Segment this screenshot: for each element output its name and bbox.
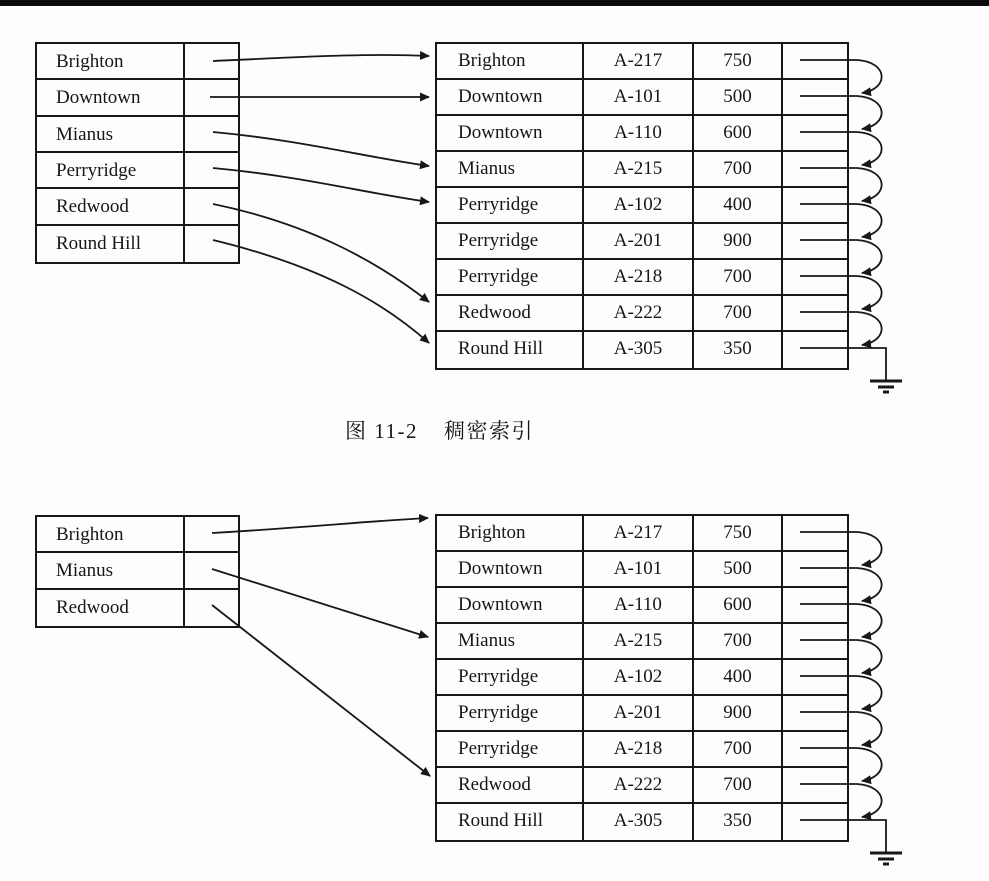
balance-cell: 500	[694, 80, 783, 114]
index-key: Redwood	[37, 189, 185, 223]
balance-cell: 600	[694, 588, 783, 622]
table-row	[437, 768, 847, 804]
pointer-cell	[783, 224, 847, 258]
figure-title: 稠密索引	[443, 419, 534, 443]
index-arrow-brighton	[213, 55, 429, 61]
account-cell: A-217	[584, 516, 694, 550]
index-key: Downtown	[37, 80, 185, 114]
index-entry	[37, 590, 238, 626]
pointer-cell	[185, 590, 238, 626]
index-entry	[37, 553, 238, 589]
pointer-cell	[185, 226, 238, 262]
balance-cell: 350	[694, 332, 783, 368]
balance-cell: 900	[694, 696, 783, 730]
branch-cell: Redwood	[437, 296, 584, 330]
balance-cell: 700	[694, 296, 783, 330]
balance-cell: 700	[694, 152, 783, 186]
branch-cell: Downtown	[437, 552, 584, 586]
index-key: Mianus	[37, 553, 185, 587]
index-entry	[37, 44, 238, 80]
table-row	[437, 152, 847, 188]
account-cell: A-201	[584, 224, 694, 258]
index-entry	[37, 153, 238, 189]
pointer-cell	[185, 189, 238, 223]
index-key: Mianus	[37, 117, 185, 151]
page-top-edge	[0, 0, 989, 6]
pointer-cell	[783, 660, 847, 694]
table-row	[437, 80, 847, 116]
pointer-cell	[783, 552, 847, 586]
branch-cell: Perryridge	[437, 260, 584, 294]
index-key: Round Hill	[37, 226, 185, 262]
index-arrow-redwood	[213, 204, 429, 302]
branch-cell: Redwood	[437, 768, 584, 802]
index-entry	[37, 117, 238, 153]
balance-cell: 700	[694, 260, 783, 294]
branch-cell: Perryridge	[437, 224, 584, 258]
table-row	[437, 588, 847, 624]
pointer-cell	[185, 80, 238, 114]
balance-cell: 700	[694, 732, 783, 766]
branch-cell: Perryridge	[437, 188, 584, 222]
table-row	[437, 116, 847, 152]
index-key: Perryridge	[37, 153, 185, 187]
branch-cell: Downtown	[437, 80, 584, 114]
account-file-table-2	[435, 514, 849, 842]
table-row	[437, 332, 847, 368]
account-cell: A-222	[584, 768, 694, 802]
balance-cell: 400	[694, 660, 783, 694]
account-cell: A-102	[584, 660, 694, 694]
pointer-cell	[783, 44, 847, 78]
pointer-cell	[783, 624, 847, 658]
balance-cell: 900	[694, 224, 783, 258]
pointer-cell	[185, 553, 238, 587]
branch-cell: Brighton	[437, 516, 584, 550]
account-cell: A-305	[584, 332, 694, 368]
balance-cell: 600	[694, 116, 783, 150]
index-key: Redwood	[37, 590, 185, 626]
branch-cell: Downtown	[437, 116, 584, 150]
pointer-cell	[185, 117, 238, 151]
account-cell: A-201	[584, 696, 694, 730]
pointer-cell	[783, 332, 847, 368]
account-cell: A-101	[584, 552, 694, 586]
pointer-cell	[783, 768, 847, 802]
branch-cell: Mianus	[437, 152, 584, 186]
balance-cell: 500	[694, 552, 783, 586]
branch-cell: Perryridge	[437, 696, 584, 730]
table-row	[437, 260, 847, 296]
branch-cell: Perryridge	[437, 732, 584, 766]
pointer-cell	[783, 80, 847, 114]
account-cell: A-110	[584, 588, 694, 622]
sparse-index-table	[35, 515, 240, 628]
pointer-cell	[783, 732, 847, 766]
table-row	[437, 224, 847, 260]
account-cell: A-305	[584, 804, 694, 840]
index-arrow-perryridge	[213, 168, 429, 202]
account-cell: A-215	[584, 624, 694, 658]
pointer-cell	[185, 517, 238, 551]
dense-index-table	[35, 42, 240, 264]
branch-cell: Perryridge	[437, 660, 584, 694]
index-entry	[37, 517, 238, 553]
index-entry	[37, 189, 238, 225]
table-row	[437, 44, 847, 80]
figure-caption	[345, 415, 534, 445]
index-key: Brighton	[37, 517, 185, 551]
index-entry	[37, 80, 238, 116]
balance-cell: 700	[694, 768, 783, 802]
pointer-cell	[783, 152, 847, 186]
table-row	[437, 660, 847, 696]
pointer-cell	[783, 116, 847, 150]
table-row	[437, 732, 847, 768]
account-cell: A-222	[584, 296, 694, 330]
account-cell: A-215	[584, 152, 694, 186]
account-file-table	[435, 42, 849, 370]
pointer-cell	[185, 153, 238, 187]
index-arrow-round-hill	[213, 240, 429, 343]
account-cell: A-217	[584, 44, 694, 78]
index-arrow-mianus	[212, 569, 428, 637]
index-arrow-brighton	[212, 518, 428, 533]
table-row	[437, 552, 847, 588]
branch-cell: Downtown	[437, 588, 584, 622]
figure-number: 图 11-2	[345, 419, 418, 443]
table-row	[437, 516, 847, 552]
pointer-cell	[783, 696, 847, 730]
pointer-cell	[783, 188, 847, 222]
account-cell: A-102	[584, 188, 694, 222]
pointer-cell	[185, 44, 238, 78]
account-cell: A-101	[584, 80, 694, 114]
table-row	[437, 804, 847, 840]
table-row	[437, 696, 847, 732]
pointer-cell	[783, 804, 847, 840]
branch-cell: Round Hill	[437, 804, 584, 840]
table-row	[437, 296, 847, 332]
index-arrow-mianus	[213, 132, 429, 166]
branch-cell: Round Hill	[437, 332, 584, 368]
pointer-cell	[783, 296, 847, 330]
account-cell: A-218	[584, 260, 694, 294]
index-key: Brighton	[37, 44, 185, 78]
branch-cell: Brighton	[437, 44, 584, 78]
balance-cell: 750	[694, 44, 783, 78]
account-cell: A-110	[584, 116, 694, 150]
account-cell: A-218	[584, 732, 694, 766]
pointer-cell	[783, 588, 847, 622]
table-row	[437, 624, 847, 660]
table-row	[437, 188, 847, 224]
index-arrow-redwood	[212, 605, 430, 776]
balance-cell: 400	[694, 188, 783, 222]
balance-cell: 750	[694, 516, 783, 550]
index-entry	[37, 226, 238, 262]
branch-cell: Mianus	[437, 624, 584, 658]
pointer-cell	[783, 260, 847, 294]
balance-cell: 700	[694, 624, 783, 658]
balance-cell: 350	[694, 804, 783, 840]
pointer-cell	[783, 516, 847, 550]
